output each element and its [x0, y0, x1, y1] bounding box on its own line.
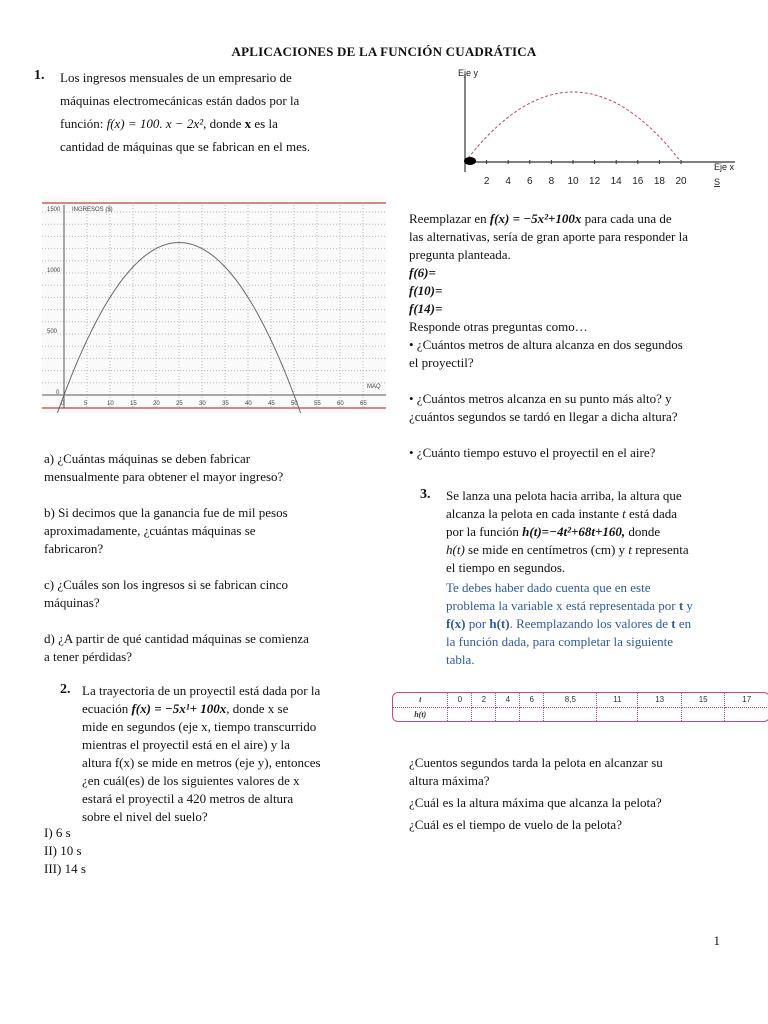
income-chart-x-tick: 50 [291, 401, 298, 407]
problem-2-line-3: mide en segundos (eje x, tiempo transcurrido [82, 719, 317, 734]
hint-line-5: tabla. [446, 652, 475, 667]
income-chart-x-tick: 20 [153, 401, 160, 407]
table-row-h [393, 707, 768, 721]
table-cell: 2 [472, 693, 496, 707]
projectile-start-marker [464, 157, 476, 165]
problem-2-line-5: altura f(x) se mide en metros (eje y), entonces [82, 755, 321, 770]
projectile-chart-x-unit: S [714, 177, 721, 187]
problem-2-line-7: estará el proyectil a 420 metros de altura [82, 791, 294, 806]
bullet-3: • ¿Cuánto tiempo estuvo el proyectil en el aire? [409, 445, 656, 460]
projectile-chart-x-tick: 2 [483, 176, 490, 187]
income-chart-x-tick: 0 [61, 401, 65, 407]
problem-2-line-8: sobre el nivel del suelo? [82, 809, 208, 824]
table-blank [725, 707, 768, 721]
final-question-2: ¿Cuál es la altura máxima que alcanza la pelota? [409, 795, 662, 810]
problem-3-formula: h(t)=−4t²+68t+160, [522, 524, 626, 539]
eval-f14: f(14)= [409, 301, 443, 316]
option-3: III) 14 s [44, 861, 86, 876]
table-cell: 15 [681, 693, 725, 707]
bullet-2-line-2: ¿cuántos segundos se tardó en llegar a dicha altura? [409, 409, 678, 424]
income-chart-x-tick: 5 [84, 401, 88, 407]
table-blank [472, 707, 496, 721]
income-chart-x-tick: 45 [268, 401, 275, 407]
projectile-chart-x-tick: 12 [589, 176, 601, 187]
income-chart-background [42, 197, 386, 413]
problem-3-hint [446, 579, 746, 669]
projectile-chart-x-tick: 16 [632, 176, 644, 187]
question-c-line-2: máquinas? [44, 595, 100, 610]
problem-2-formula: f(x) = −5x¹+ 100x [131, 701, 227, 716]
question-a-line-2: mensualmente para obtener el mayor ingreso? [44, 469, 284, 484]
page-number: 1 [713, 933, 720, 948]
income-chart-y-tick-500: 500 [47, 329, 58, 335]
problem-3-line-1: Se lanza una pelota hacia arriba, la altura que [446, 488, 682, 503]
other-questions-intro: Responde otras preguntas como… [409, 319, 588, 334]
table-cell: 11 [597, 693, 638, 707]
problem-1-line-1: Los ingresos mensuales de un empresario de [60, 70, 292, 85]
projectile-chart-x-tick: 14 [610, 176, 622, 187]
final-questions [409, 754, 739, 834]
problem-2-line-1: La trayectoria de un proyectil está dada por la [82, 683, 321, 698]
problem-1-formula: f(x) = 100. x − 2x² [106, 116, 204, 131]
income-chart-x-tick: 55 [314, 401, 321, 407]
right-column [409, 210, 729, 462]
income-chart-x-tick: 15 [130, 401, 137, 407]
question-d-line-2: a tener pérdidas? [44, 649, 133, 664]
problem-1-line-4: cantidad de máquinas que se fabrican en el mes. [60, 139, 311, 154]
hint-line-2: problema la variable x está representada por t y [446, 598, 693, 613]
projectile-chart [440, 62, 740, 192]
question-b-line-1: b) Si decimos que la ganancia fue de mil pesos [44, 505, 288, 520]
question-b-line-2: aproximadamente, ¿cuántas máquinas se [44, 523, 256, 538]
replace-line-3: pregunta planteada. [409, 247, 511, 262]
problem-2-line-6: ¿en cuál(es) de los siguientes valores de x [82, 773, 300, 788]
page-title: APLICACIONES DE LA FUNCIÓN CUADRÁTICA [231, 44, 537, 59]
projectile-chart-x-tick: 20 [675, 176, 687, 187]
problem-3-number: 3. [420, 487, 431, 502]
problem-3-line-4: h(t) se mide en centímetros (cm) y t representa [446, 542, 689, 557]
eval-f10: f(10)= [409, 283, 443, 298]
question-c-line-1: c) ¿Cuáles son los ingresos si se fabrican cinco [44, 577, 289, 592]
final-question-1-line-1: ¿Cuentos segundos tarda la pelota en alcanzar su [409, 755, 663, 770]
projectile-chart-x-tick: 6 [527, 176, 533, 187]
table-blank [520, 707, 544, 721]
option-1: I) 6 s [44, 825, 71, 840]
eval-f6: f(6)= [409, 265, 436, 280]
projectile-curve [465, 92, 681, 162]
bullet-1-line-1: • ¿Cuántos metros de altura alcanza en dos segundos [409, 337, 683, 352]
table-blank [448, 707, 472, 721]
table-cell: 4 [496, 693, 520, 707]
income-chart-x-tick: 40 [245, 401, 252, 407]
projectile-chart-x-tick: 4 [505, 176, 511, 187]
question-b-line-3: fabricaron? [44, 541, 104, 556]
table-row-t [393, 693, 768, 707]
income-chart-x-tick: 30 [199, 401, 206, 407]
final-question-3: ¿Cuál es el tiempo de vuelo de la pelota? [409, 817, 622, 832]
problem-3-line-3: por la función h(t)=−4t²+68t+160, donde [446, 524, 661, 539]
income-chart-x-tick: 10 [107, 401, 114, 407]
problem-2-number: 2. [60, 682, 71, 697]
option-2: II) 10 s [44, 843, 82, 858]
table-blank [681, 707, 725, 721]
income-chart-y-tick-1500: 1500 [47, 207, 61, 213]
table-blank [638, 707, 682, 721]
income-chart-x-tick: 65 [360, 401, 367, 407]
problem-2-line-2: ecuación f(x) = −5x¹+ 100x, donde x se [82, 701, 289, 716]
table-cell: 8,5 [544, 693, 597, 707]
income-chart-x-tick: 60 [337, 401, 344, 407]
income-chart-y-tick-1000: 1000 [47, 268, 61, 274]
table-cell: 0 [448, 693, 472, 707]
projectile-chart-x-axis-title: Eje x [714, 162, 735, 172]
question-a-line-1: a) ¿Cuántas máquinas se deben fabricar [44, 451, 251, 466]
problem-1-number: 1. [34, 68, 45, 83]
table-blank [597, 707, 638, 721]
table-blank [496, 707, 520, 721]
question-d-line-1: d) ¿A partir de qué cantidad máquinas se comienza [44, 631, 309, 646]
problem-3-line-5: el tiempo en segundos. [446, 560, 566, 575]
projectile-chart-x-tick: 18 [653, 176, 665, 187]
problem-1-line-2: máquinas electromecánicas están dados por la [60, 93, 300, 108]
projectile-chart-y-axis-title: Eje y [458, 68, 479, 78]
replace-formula: f(x) = −5x²+100x [489, 211, 582, 226]
income-chart [42, 197, 386, 413]
table-cell: 6 [520, 693, 544, 707]
table-blank [544, 707, 597, 721]
table-header-t: t [393, 693, 448, 707]
income-chart-y-tick-0: 0 [56, 390, 60, 396]
projectile-chart-x-ticks [484, 160, 687, 187]
problem-2-line-4: mientras el proyectil está en el aire) y la [82, 737, 290, 752]
bullet-1-line-2: el proyectil? [409, 355, 474, 370]
table-header-h: h(t) [393, 707, 448, 721]
income-chart-y-axis-title: INGRESOS ($) [72, 207, 113, 213]
value-table [392, 692, 768, 722]
projectile-chart-x-tick: 8 [548, 176, 555, 187]
projectile-chart-x-tick: 10 [567, 176, 579, 187]
hint-line-3: f(x) por h(t). Reemplazando los valores de t en [446, 616, 692, 631]
problem-1-line-3: función: f(x) = 100. x − 2x², donde x es la [60, 116, 278, 131]
income-chart-x-axis-title: MAQ [367, 384, 381, 390]
final-question-1-line-2: altura máxima? [409, 773, 490, 788]
hint-line-4: la función dada, para completar la siguiente [446, 634, 674, 649]
replace-line-2: las alternativas, sería de gran aporte para responder la [409, 229, 689, 244]
income-chart-x-tick: 25 [176, 401, 183, 407]
income-chart-x-tick: 35 [222, 401, 229, 407]
problem-1-questions [44, 450, 384, 666]
hint-line-1: Te debes haber dado cuenta que en este [446, 580, 651, 595]
table-cell: 13 [638, 693, 682, 707]
problem-3-line-2: alcanza la pelota en cada instante t está dada [446, 506, 678, 521]
bullet-2-line-1: • ¿Cuántos metros alcanza en su punto más alto? y [409, 391, 672, 406]
table-cell: 17 [725, 693, 768, 707]
replace-line-1: Reemplazar en f(x) = −5x²+100x para cada una de [409, 211, 672, 226]
